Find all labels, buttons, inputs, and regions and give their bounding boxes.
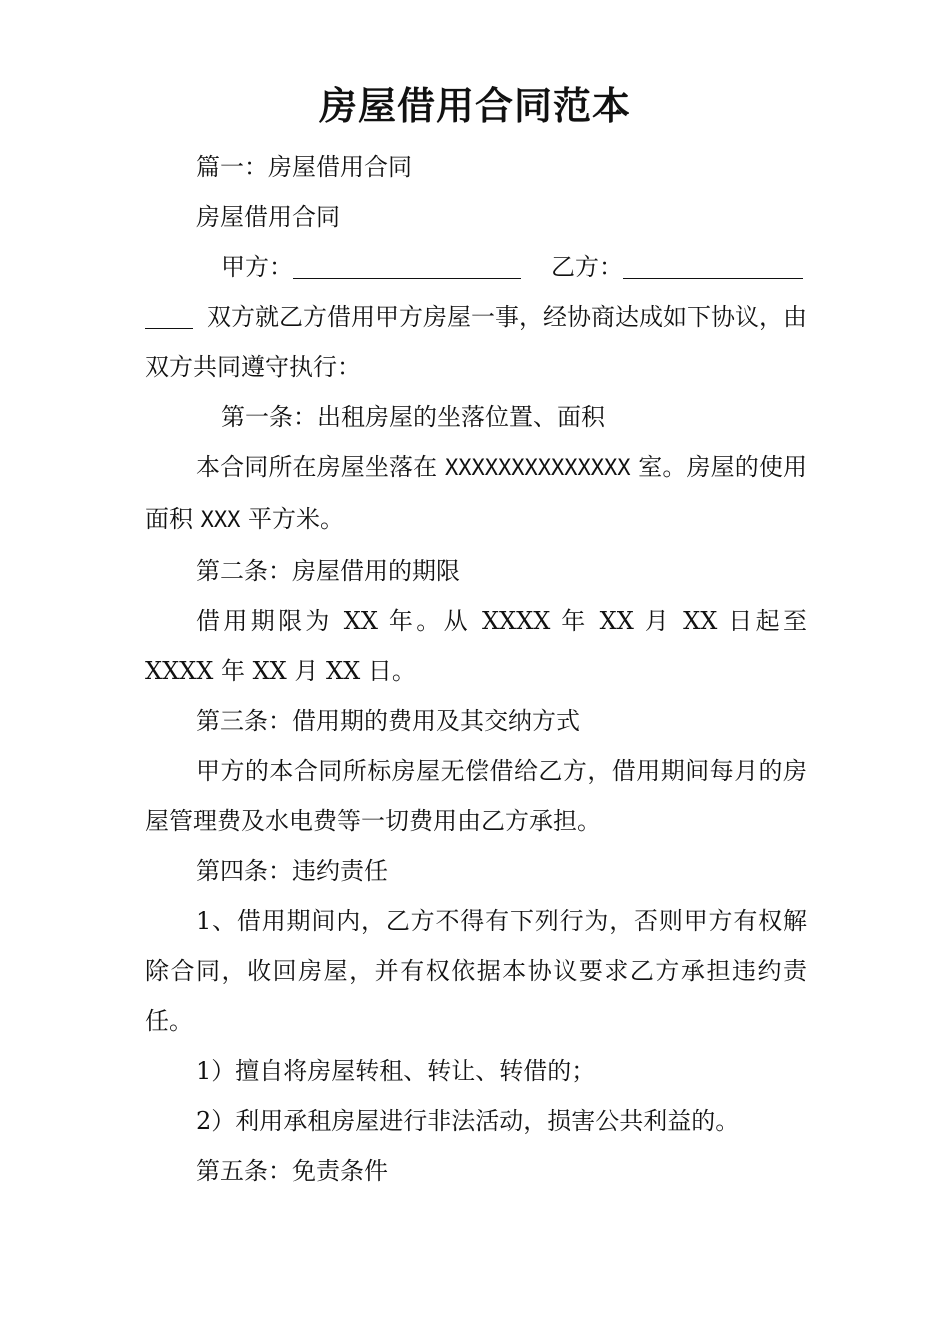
party-b-blank <box>623 278 803 279</box>
article-4-sub-item-1: 1）擅自将房屋转租、转让、转借的； <box>196 1057 596 1085</box>
article-1-text-b: 室。房屋的使用面积 <box>145 453 807 533</box>
article-2-heading: 第二条：房屋借用的期限 <box>196 557 460 585</box>
party-a-label: 甲方： <box>221 253 293 281</box>
article-5-heading: 第五条：免责条件 <box>196 1157 388 1185</box>
article-1-text-a: 本合同所在房屋坐落在 <box>196 453 446 481</box>
article-1-area: XXX <box>200 508 241 533</box>
intro-text: 双方就乙方借用甲方房屋一事，经协商达成如下协议，由双方共同遵守执行： <box>145 303 807 381</box>
article-1-text <box>145 442 807 546</box>
article-2-text: 借用期限为 XX 年。从 XXXX 年 XX 月 XX 日起至 XXXX 年 XX 月 XX 日。 <box>145 607 807 685</box>
party-b-blank-continued <box>145 328 193 329</box>
article-4-heading: 第四条：违约责任 <box>196 857 388 885</box>
parties-line <box>145 242 807 292</box>
article-1-room-code: XXXXXXXXXXXXXX <box>445 456 631 481</box>
party-a-blank <box>293 278 521 279</box>
article-4-item-1: 1、借用期间内，乙方不得有下列行为，否则甲方有权解除合同，收回房屋，并有权依据本协议要求乙方承担违约责任。 <box>145 907 807 1035</box>
document-title: 房屋借用合同范本 <box>318 83 631 128</box>
article-1-text-c: 平方米。 <box>240 505 345 533</box>
article-3-heading: 第三条：借用期的费用及其交纳方式 <box>196 707 580 735</box>
contract-name: 房屋借用合同 <box>196 203 340 231</box>
article-4-sub-item-2: 2）利用承租房屋进行非法活动，损害公共利益的。 <box>196 1107 740 1135</box>
article-3-text: 甲方的本合同所标房屋无偿借给乙方，借用期间每月的房屋管理费及水电费等一切费用由乙方承担。 <box>145 757 807 835</box>
party-b-label: 乙方： <box>551 253 623 281</box>
article-1-heading: 第一条：出租房屋的坐落位置、面积 <box>221 403 605 431</box>
intro-paragraph <box>145 292 807 392</box>
section-heading: 篇一：房屋借用合同 <box>196 153 412 181</box>
document-body <box>145 142 807 1196</box>
